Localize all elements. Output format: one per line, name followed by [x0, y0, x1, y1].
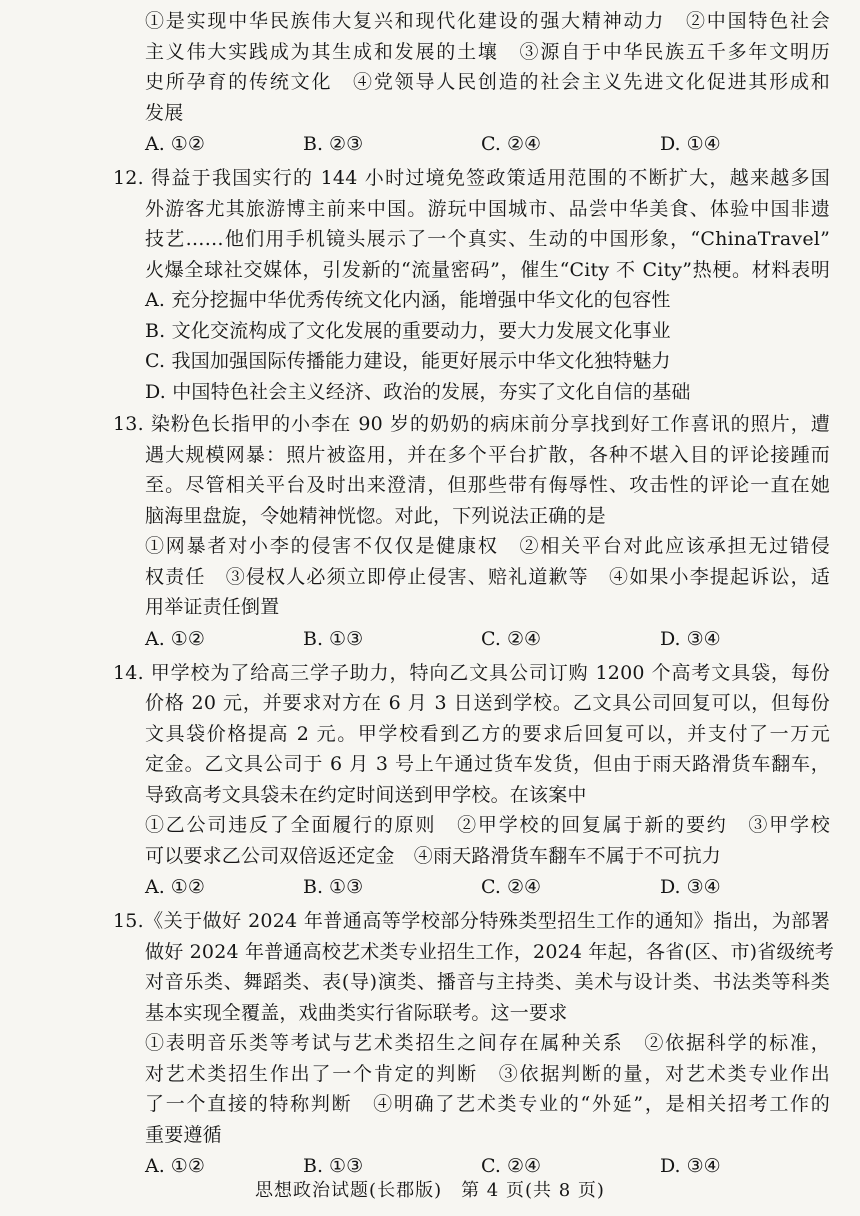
question-13	[0, 409, 830, 656]
option-a: A. ①②	[145, 627, 205, 650]
q12-choice-a: A. 充分挖掘中华优秀传统文化内涵，能增强中华文化的包容性	[145, 289, 671, 311]
q12-choice-c: C. 我国加强国际传播能力建设，能更好展示中华文化独特魅力	[145, 350, 671, 372]
page-footer: 思想政治试题(长郡版) 第 4 页(共 8 页)	[255, 1180, 605, 1201]
option-d: D. ①④	[660, 133, 721, 155]
q11-statement-line: ①是实现中华民族伟大复兴和现代化建设的强大精神动力 ②中国特色社会	[145, 10, 830, 32]
option-b: B. ②③	[303, 133, 364, 155]
q13-stem-line: 至。尽管相关平台及时出来澄清，但那些带有侮辱性、攻击性的评论一直在她	[145, 474, 830, 496]
option-d: D. ③④	[660, 627, 721, 650]
q12-choice-d: D. 中国特色社会主义经济、政治的发展，夯实了文化自信的基础	[145, 380, 691, 403]
q13-options	[145, 623, 830, 656]
q11-statement-line: 主义伟大实践成为其生成和发展的土壤 ③源自于中华民族五千多年文明历	[145, 40, 830, 63]
q11-options	[145, 128, 830, 161]
option-c: C. ②④	[481, 876, 542, 898]
q13-stem-line: 遇大规模网暴：照片被盗用，并在多个平台扩散，各种不堪入目的评论接踵而	[145, 443, 830, 466]
q14-stem-line: 文具袋价格提高 2 元。甲学校看到乙方的要求后回复可以，并支付了一万元	[145, 722, 830, 745]
q11-statement-line: 发展	[145, 101, 184, 124]
option-d: D. ③④	[660, 1155, 721, 1177]
option-d: D. ③④	[660, 876, 721, 898]
q15-statement-line: 对艺术类招生作出了一个肯定的判断 ③依据判断的量，对艺术类专业作出	[145, 1062, 830, 1085]
q12-stem-line: 技艺……他们用手机镜头展示了一个真实、生动的中国形象，“ChinaTravel”	[145, 228, 830, 250]
option-c: C. ②④	[481, 627, 542, 650]
q15-statement-line: 重要遵循	[145, 1123, 222, 1146]
q12-choice-b: B. 文化交流构成了文化发展的重要动力，要大力发展文化事业	[145, 319, 671, 342]
q14-statement-line: 可以要求乙公司双倍返还定金 ④雨天路滑货车翻车不属于不可抗力	[145, 844, 722, 867]
q15-stem-line: 对音乐类、舞蹈类、表(导)演类、播音与主持类、美术与设计类、书法类等科类	[145, 971, 830, 993]
q14-stem-line: 价格 20 元，并要求对方在 6 月 3 日送到学校。乙文具公司回复可以，但每份	[145, 692, 830, 714]
q12-stem-head: 12. 得益于我国实行的 144 小时过境免签政策适用范围的不断扩大，越来越多国	[113, 167, 830, 189]
option-a: A. ①②	[145, 876, 205, 898]
option-b: B. ①③	[303, 1155, 364, 1177]
option-c: C. ②④	[481, 1155, 542, 1177]
q14-stem-line: 定金。乙文具公司于 6 月 3 号上午通过货车发货，但由于雨天路滑货车翻车，	[145, 753, 830, 775]
q12-stem-line: 火爆全球社交媒体，引发新的“流量密码”，催生“City 不 City”热梗。材料表明	[145, 258, 830, 281]
q14-stem-line: 导致高考文具袋未在约定时间送到甲学校。在该案中	[145, 783, 587, 806]
q13-statement-line: 权责任 ③侵权人必须立即停止侵害、赔礼道歉等 ④如果小李提起诉讼，适	[145, 565, 830, 588]
question-14	[0, 658, 830, 905]
option-c: C. ②④	[481, 133, 542, 155]
q13-stem-head: 13. 染粉色长指甲的小李在 90 岁的奶奶的病床前分享找到好工作喜讯的照片，遭	[113, 413, 830, 435]
q14-stem-head: 14. 甲学校为了给高三学子助力，特向乙文具公司订购 1200 个高考文具袋，每份	[113, 661, 830, 684]
q14-options	[145, 871, 830, 904]
q14-statement-line: ①乙公司违反了全面履行的原则 ②甲学校的回复属于新的要约 ③甲学校	[145, 814, 830, 836]
q15-statement-line: ①表明音乐类等考试与艺术类招生之间存在属种关系 ②依据科学的标准，	[145, 1032, 830, 1054]
q13-stem-line: 脑海里盘旋，令她精神恍惚。对此，下列说法正确的是	[145, 504, 606, 527]
q12-stem-line: 外游客尤其旅游博主前来中国。游玩中国城市、品尝中华美食、体验中国非遗	[145, 197, 830, 220]
option-b: B. ①③	[303, 876, 364, 898]
q15-stem-line: 基本实现全覆盖，戏曲类实行省际联考。这一要求	[145, 1001, 568, 1024]
q13-statement-line: ①网暴者对小李的侵害不仅仅是健康权 ②相关平台对此应该承担无过错侵	[145, 535, 830, 557]
option-a: A. ①②	[145, 1155, 205, 1177]
q13-statement-line: 用举证责任倒置	[145, 596, 280, 618]
q15-statement-line: 了一个直接的特称判断 ④明确了艺术类专业的“外延”，是相关招考工作的	[145, 1093, 830, 1115]
question-11	[0, 6, 830, 161]
question-12	[0, 163, 830, 407]
option-b: B. ①③	[303, 627, 364, 650]
q15-stem-head: 15.《关于做好 2024 年普通高等学校部分特殊类型招生工作的通知》指出，为部署	[113, 910, 830, 932]
option-a: A. ①②	[145, 133, 205, 155]
question-15	[0, 906, 835, 1183]
q11-statement-line: 史所孕育的传统文化 ④党领导人民创造的社会主义先进文化促进其形成和	[145, 71, 830, 93]
q15-stem-line: 做好 2024 年普通高校艺术类专业招生工作，2024 年起，各省(区、市)省级统考	[145, 940, 835, 963]
